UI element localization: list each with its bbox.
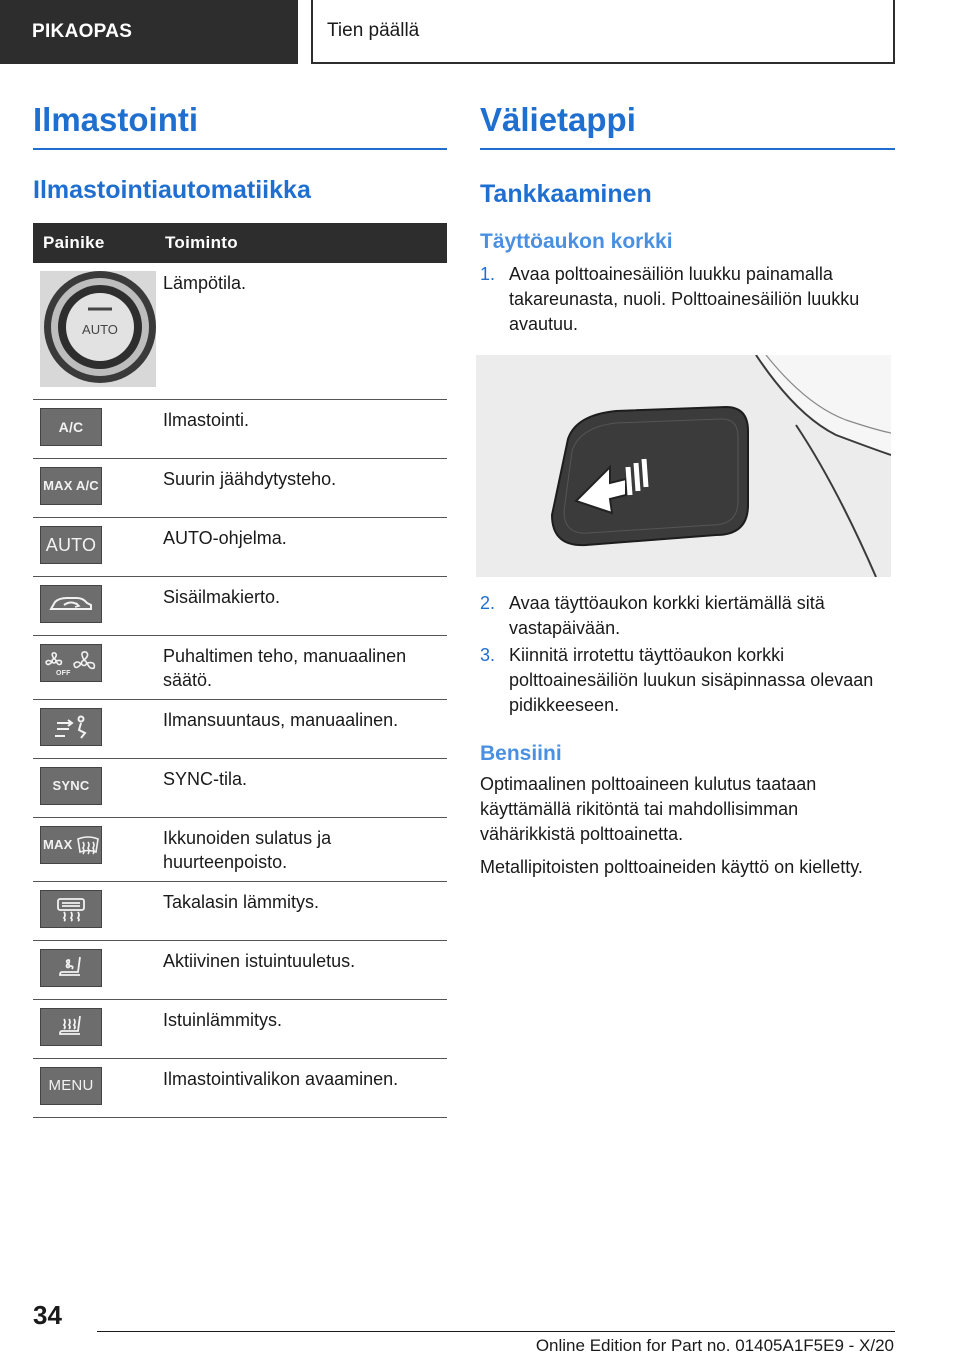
table-row — [33, 635, 447, 699]
page-number: 34 — [33, 1300, 62, 1330]
chapter-tab — [311, 0, 895, 64]
section-label: PIKAOPAS — [32, 21, 133, 42]
row-desc: AUTO-ohjelma. — [157, 517, 447, 576]
row-desc: Lämpötila. — [157, 263, 447, 399]
list-item: 2. Avaa täyttöaukon korkki kiertämällä sitä vastapäivään. — [480, 593, 825, 638]
table-row — [33, 517, 447, 576]
seat-heating-icon — [40, 1008, 102, 1046]
table-row — [33, 699, 447, 758]
subtitle-left: Ilmastointiautomatiikka — [33, 176, 311, 204]
max-ac-button-icon: MAX A/C — [40, 467, 102, 505]
sync-button-icon: SYNC — [40, 767, 102, 805]
row-desc: Suurin jäähdytysteho. — [157, 458, 447, 517]
page-title-right: Välietappi — [480, 100, 895, 150]
row-desc: Takalasin lämmitys. — [157, 881, 447, 940]
rear-window-heating-icon — [40, 890, 102, 928]
section-tab — [0, 0, 298, 64]
chapter-label: Tien päällä — [327, 20, 420, 41]
petrol-paragraph-2: Metallipitoisten polttoaineiden käyttö on kielletty. — [480, 857, 863, 877]
air-distribution-icon — [40, 708, 102, 746]
col-header-button: Painike — [33, 223, 157, 263]
subtitle-right: Tankkaaminen — [480, 180, 652, 208]
table-row — [33, 999, 447, 1058]
right-column — [480, 100, 895, 880]
edition-text: Online Edition for Part no. 01405A1F5E9 - X/20 — [535, 1336, 894, 1355]
fan-speed-icon — [40, 644, 102, 682]
table-row — [33, 458, 447, 517]
auto-button-icon: AUTO — [40, 526, 102, 564]
footer-divider — [97, 1331, 895, 1332]
steps-list — [480, 262, 895, 337]
row-desc: Ilmansuuntaus, manuaalinen. — [157, 699, 447, 758]
ac-button-icon: A/C — [40, 408, 102, 446]
svg-text:OFF: OFF — [56, 669, 71, 677]
section-heading-petrol: Bensiini — [480, 742, 562, 765]
table-row — [33, 758, 447, 817]
row-desc: Aktiivinen istuintuuletus. — [157, 940, 447, 999]
row-desc: SYNC-tila. — [157, 758, 447, 817]
col-header-function: Toiminto — [157, 223, 447, 263]
row-desc: Ilmastointi. — [157, 399, 447, 458]
max-defrost-icon — [40, 826, 102, 864]
petrol-paragraph-1: Optimaalinen polttoaineen kulutus taataan käyttämällä rikitöntä tai mahdollisimman vähärikkistä polttoainetta. — [480, 774, 817, 844]
row-desc: Istuinlämmitys. — [157, 999, 447, 1058]
seat-ventilation-icon — [40, 949, 102, 987]
row-desc: Sisäilmakierto. — [157, 576, 447, 635]
table-row — [33, 399, 447, 458]
svg-text:AUTO: AUTO — [82, 322, 118, 337]
list-item: 1. Avaa polttoainesäiliön luukku painamalla takareunasta, nuoli. Polttoainesäiliön luukku avautuu. — [480, 264, 860, 334]
table-row — [33, 263, 447, 399]
page-title-left: Ilmastointi — [33, 100, 447, 150]
steps-list-continued — [480, 591, 895, 718]
temperature-knob-icon — [40, 271, 156, 387]
recirculation-icon — [40, 585, 102, 623]
fuel-flap-illustration — [476, 355, 891, 577]
table-row — [33, 576, 447, 635]
left-column — [33, 100, 447, 1118]
section-heading-fuel-cap: Täyttöaukon korkki — [480, 230, 673, 253]
climate-table — [33, 223, 447, 1118]
row-desc: Ilmastointivalikon avaaminen. — [157, 1058, 447, 1117]
table-row — [33, 817, 447, 881]
svg-text:MAX: MAX — [43, 836, 73, 852]
row-desc: Puhaltimen teho, manuaalinen säätö. — [157, 635, 447, 699]
table-row — [33, 940, 447, 999]
table-row — [33, 881, 447, 940]
row-desc: Ikkunoiden sulatus ja huurteenpoisto. — [157, 817, 447, 881]
table-row — [33, 1058, 447, 1117]
menu-button-icon: MENU — [40, 1067, 102, 1105]
list-item: 3. Kiinnitä irrotettu täyttöaukon korkki polttoainesäiliön luukun sisäpinnassa olevaan pidikkeeseen. — [480, 645, 874, 715]
